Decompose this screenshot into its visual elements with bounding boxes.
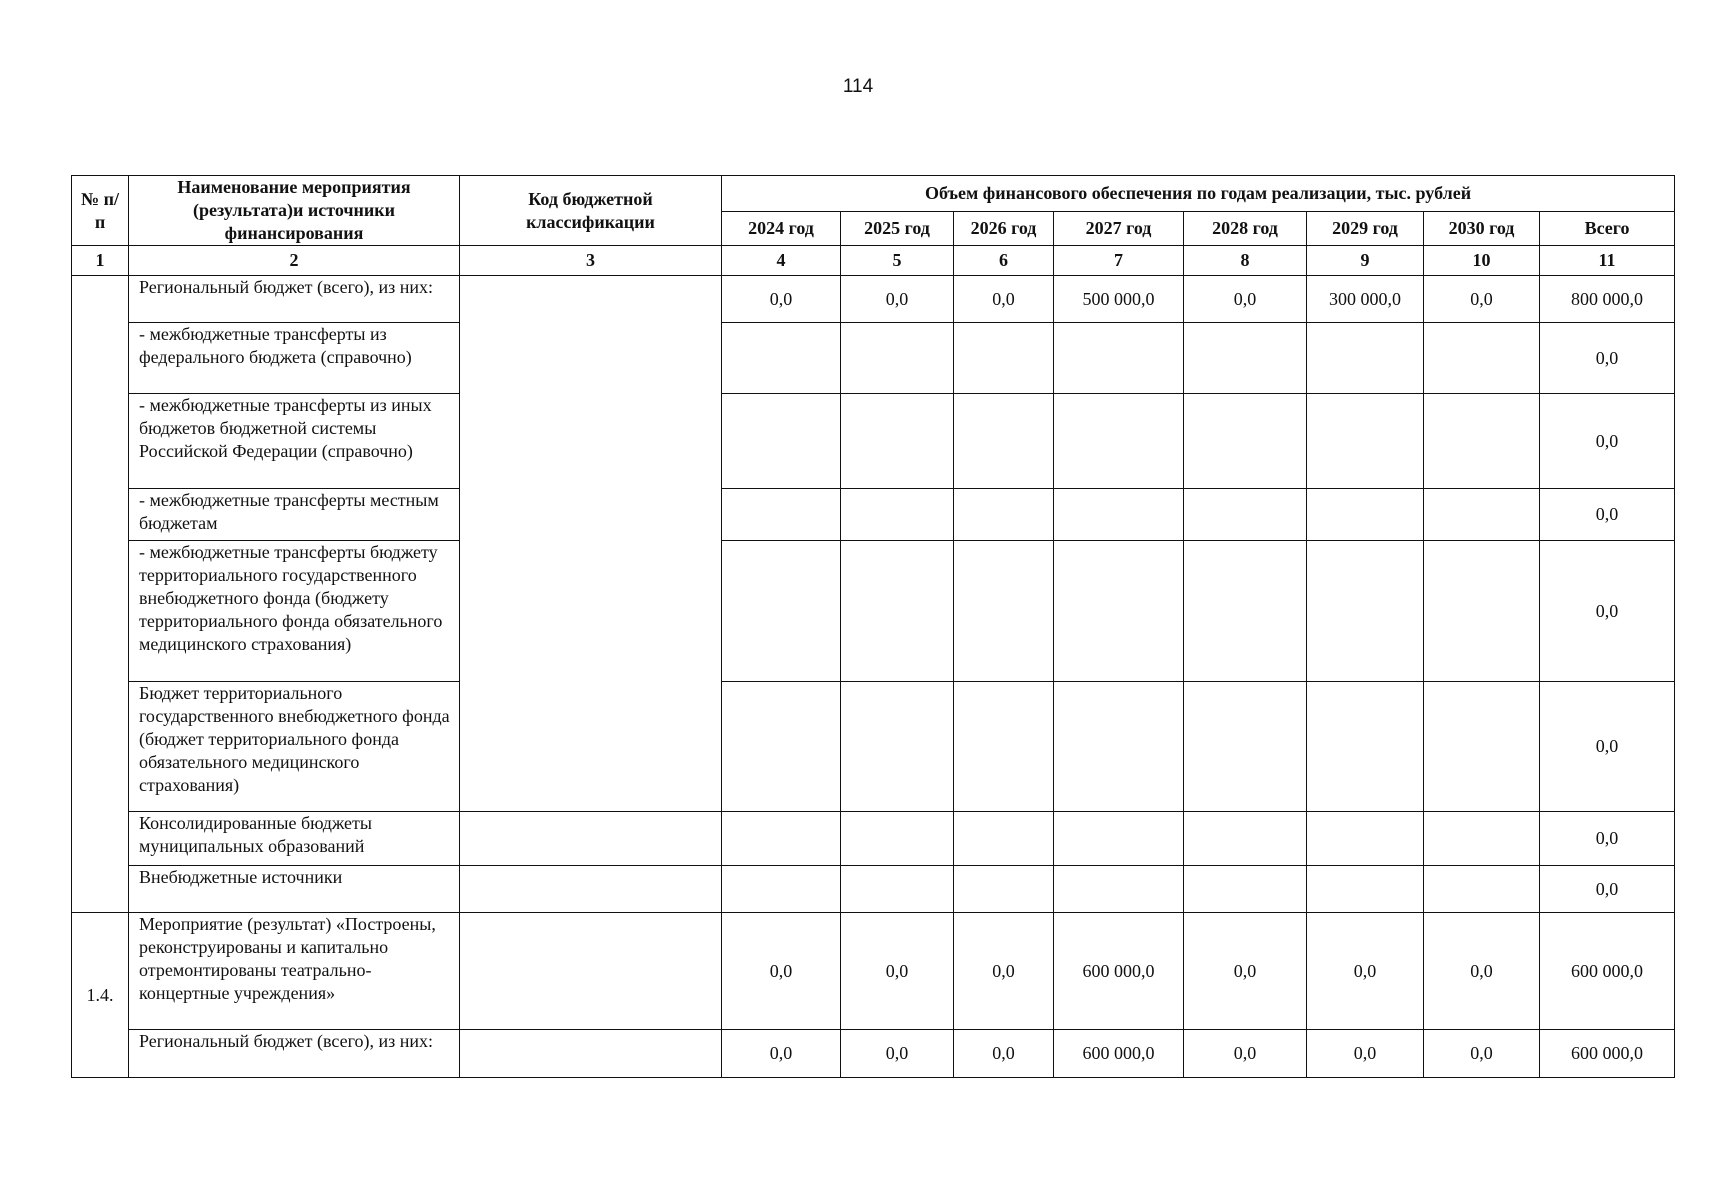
header-year: 2025 год: [841, 212, 954, 246]
row-value: [841, 489, 954, 541]
row-value: 0,0: [1184, 276, 1307, 323]
row-value: 0,0: [841, 276, 954, 323]
row-value: [1184, 541, 1307, 682]
row-value: [1054, 682, 1184, 812]
row-name: Внебюджетные источники: [129, 866, 460, 913]
row-name: Региональный бюджет (всего), из них:: [129, 276, 460, 323]
row-value: [1184, 812, 1307, 866]
row-value: 300 000,0: [1307, 276, 1424, 323]
table-row: [72, 323, 1675, 394]
header-volume: Объем финансового обеспечения по годам реализации, тыс. рублей: [722, 176, 1675, 212]
row-value: [954, 323, 1054, 394]
table-row: [72, 1030, 1675, 1078]
row-name: - межбюджетные трансферты из иных бюджетов бюджетной системы Российской Федерации (справочно): [129, 394, 460, 489]
row-value: [722, 812, 841, 866]
index-cell: 7: [1054, 246, 1184, 276]
row-num: 1.4.: [72, 913, 129, 1078]
budget-table: [71, 175, 1675, 1078]
row-value: [841, 541, 954, 682]
row-value: [1307, 489, 1424, 541]
header-year: 2028 год: [1184, 212, 1307, 246]
row-value: 0,0: [1184, 1030, 1307, 1078]
row-value: [1184, 866, 1307, 913]
row-value: 0,0: [841, 1030, 954, 1078]
row-total: 0,0: [1540, 682, 1675, 812]
table-row: [72, 541, 1675, 682]
row-value: [954, 866, 1054, 913]
row-value: [841, 323, 954, 394]
row-code: [460, 812, 722, 866]
row-value: [722, 541, 841, 682]
row-value: 600 000,0: [1054, 1030, 1184, 1078]
row-value: [1424, 323, 1540, 394]
row-value: [1054, 323, 1184, 394]
index-cell: 3: [460, 246, 722, 276]
row-value: [1054, 394, 1184, 489]
index-cell: 5: [841, 246, 954, 276]
row-value: [1424, 541, 1540, 682]
row-value: [722, 489, 841, 541]
index-cell: 4: [722, 246, 841, 276]
row-value: [1054, 489, 1184, 541]
row-total: 600 000,0: [1540, 1030, 1675, 1078]
row-num: [72, 276, 129, 913]
row-value: [1307, 541, 1424, 682]
row-value: [1307, 812, 1424, 866]
index-cell: 11: [1540, 246, 1675, 276]
row-code: [460, 913, 722, 1030]
header-year: 2029 год: [1307, 212, 1424, 246]
index-cell: 10: [1424, 246, 1540, 276]
row-total: 0,0: [1540, 866, 1675, 913]
row-code: [460, 866, 722, 913]
row-value: 0,0: [1307, 913, 1424, 1030]
row-value: 0,0: [722, 1030, 841, 1078]
row-value: 0,0: [841, 913, 954, 1030]
header-year: 2027 год: [1054, 212, 1184, 246]
row-value: [954, 541, 1054, 682]
header-year: 2030 год: [1424, 212, 1540, 246]
row-total: 800 000,0: [1540, 276, 1675, 323]
row-total: 0,0: [1540, 394, 1675, 489]
table-row: [72, 394, 1675, 489]
row-value: [841, 394, 954, 489]
row-value: [1424, 489, 1540, 541]
row-value: [1424, 866, 1540, 913]
row-total: 600 000,0: [1540, 913, 1675, 1030]
row-value: 0,0: [1424, 1030, 1540, 1078]
row-value: [841, 812, 954, 866]
row-value: [722, 866, 841, 913]
row-name: - межбюджетные трансферты бюджету территориального государственного внебюджетного фонда (бюджету территориального фонда обязательного медицинского страхования): [129, 541, 460, 682]
row-value: [1184, 682, 1307, 812]
row-value: [1054, 812, 1184, 866]
row-total: 0,0: [1540, 541, 1675, 682]
row-value: 0,0: [1424, 276, 1540, 323]
row-total: 0,0: [1540, 489, 1675, 541]
index-cell: 9: [1307, 246, 1424, 276]
row-value: [1424, 394, 1540, 489]
row-name: - межбюджетные трансферты местным бюджетам: [129, 489, 460, 541]
row-value: [722, 682, 841, 812]
row-value: [954, 489, 1054, 541]
row-value: [1307, 866, 1424, 913]
row-code: [460, 1030, 722, 1078]
row-name: Консолидированные бюджеты муниципальных образований: [129, 812, 460, 866]
page-number: 114: [842, 76, 874, 97]
header-year: 2026 год: [954, 212, 1054, 246]
table-row: [72, 276, 1675, 323]
row-value: [954, 394, 1054, 489]
row-total: 0,0: [1540, 812, 1675, 866]
row-value: 0,0: [954, 276, 1054, 323]
row-value: [954, 812, 1054, 866]
row-total: 0,0: [1540, 323, 1675, 394]
row-name: Мероприятие (результат) «Построены, реконструированы и капитально отремонтированы театрально-концертные учреждения»: [129, 913, 460, 1030]
row-value: [722, 323, 841, 394]
row-value: 0,0: [954, 913, 1054, 1030]
header-year: 2024 год: [722, 212, 841, 246]
table-row: [72, 913, 1675, 1030]
row-value: [722, 394, 841, 489]
table-row: [72, 812, 1675, 866]
row-value: [1054, 541, 1184, 682]
row-value: [1424, 812, 1540, 866]
index-cell: 1: [72, 246, 129, 276]
table-row: [72, 866, 1675, 913]
index-cell: 2: [129, 246, 460, 276]
row-name: Бюджет территориального государственного внебюджетного фонда (бюджет территориального фонда обязательного медицинского страхования): [129, 682, 460, 812]
row-value: 0,0: [1184, 913, 1307, 1030]
index-cell: 6: [954, 246, 1054, 276]
row-value: [1184, 489, 1307, 541]
row-value: [1184, 394, 1307, 489]
table-row: [72, 489, 1675, 541]
row-value: 0,0: [722, 276, 841, 323]
row-value: [954, 682, 1054, 812]
row-value: [1307, 682, 1424, 812]
row-value: 0,0: [1424, 913, 1540, 1030]
row-value: 0,0: [954, 1030, 1054, 1078]
row-value: [1307, 394, 1424, 489]
row-value: 600 000,0: [1054, 913, 1184, 1030]
row-value: [1424, 682, 1540, 812]
header-code: Код бюджетной классификации: [460, 176, 722, 246]
row-value: 500 000,0: [1054, 276, 1184, 323]
header-total: Всего: [1540, 212, 1675, 246]
row-name: Региональный бюджет (всего), из них:: [129, 1030, 460, 1078]
index-cell: 8: [1184, 246, 1307, 276]
row-value: [841, 682, 954, 812]
row-value: [841, 866, 954, 913]
header-name: Наименование мероприятия (результата)и источники финансирования: [129, 176, 460, 246]
row-value: 0,0: [1307, 1030, 1424, 1078]
row-value: [1307, 323, 1424, 394]
row-value: [1054, 866, 1184, 913]
row-code: [460, 276, 722, 812]
row-value: [1184, 323, 1307, 394]
table-row: [72, 682, 1675, 812]
row-value: 0,0: [722, 913, 841, 1030]
header-num: № п/п: [72, 176, 129, 246]
row-name: - межбюджетные трансферты из федерального бюджета (справочно): [129, 323, 460, 394]
